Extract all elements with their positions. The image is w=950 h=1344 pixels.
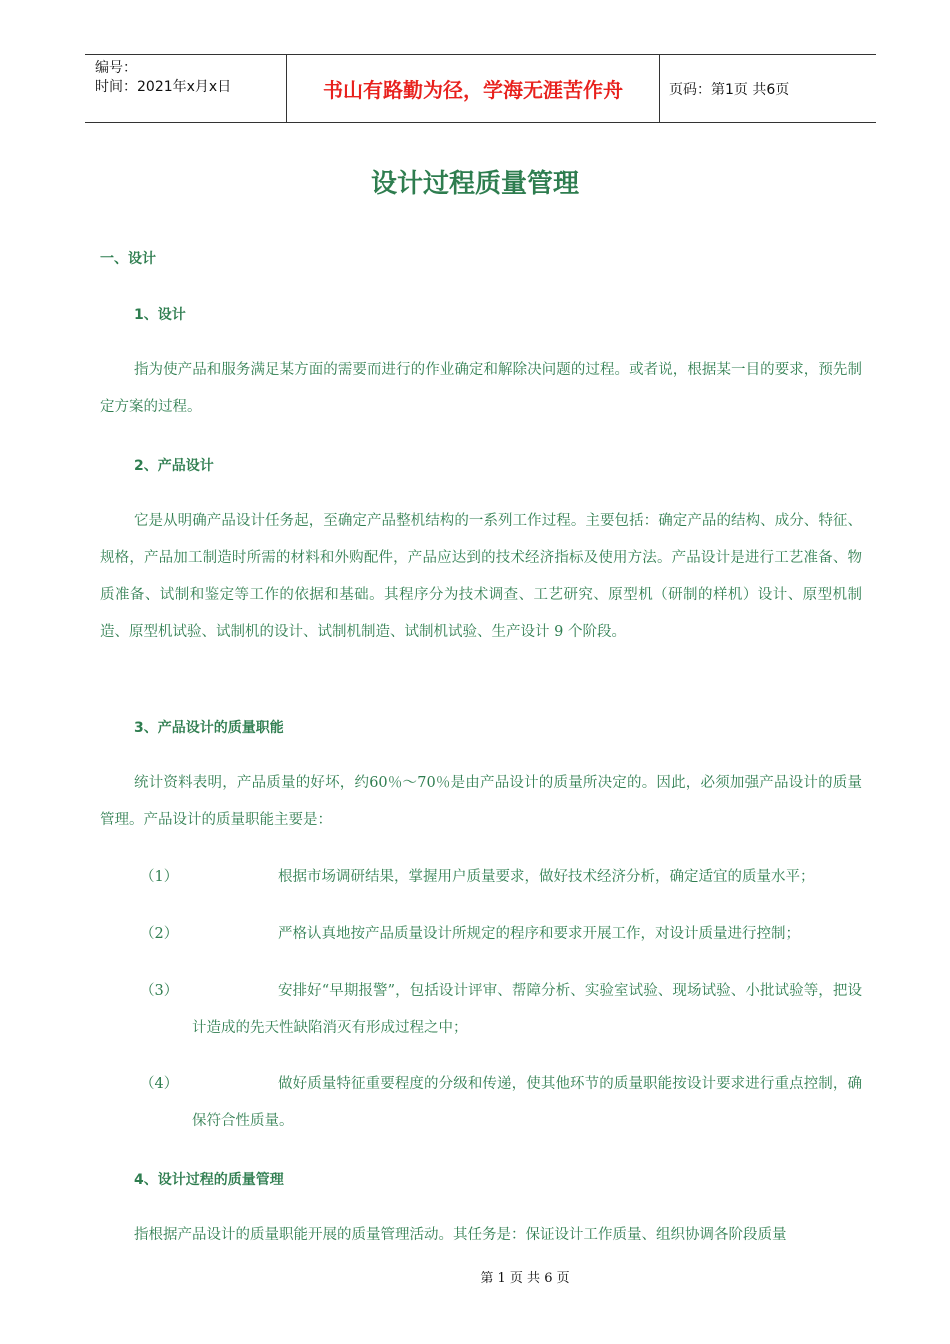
- paragraph: 指根据产品设计的质量职能开展的质量管理活动。其任务是：保证设计工作质量、组织协调各阶段质量: [134, 1227, 787, 1243]
- header-page-label: 页码：第1页 共6页: [669, 81, 790, 98]
- list-text: 根据市场调研结果，掌握用户质量要求，做好技术经济分析，确定适宜的质量水平；: [278, 869, 815, 885]
- list-item: [140, 916, 862, 953]
- section-heading: 一、设计: [100, 251, 156, 267]
- list-number: （4）: [140, 1076, 179, 1092]
- paragraph: 统计资料表明，产品质量的好坏，约60％～70％是由产品设计的质量所决定的。因此，必须加强产品设计的质量管理。产品设计的质量职能主要是：: [100, 775, 862, 828]
- list-item: [140, 973, 862, 1047]
- list-text: 做好质量特征重要程度的分级和传递，使其他环节的质量职能按设计要求进行重点控制，确保符合性质量。: [192, 1076, 862, 1129]
- page-footer: 第 1 页 共 6 页: [480, 1271, 570, 1286]
- list-number: （2）: [140, 926, 179, 942]
- list-item: [140, 859, 862, 896]
- header-meta: [85, 55, 287, 122]
- list-number: （3）: [140, 983, 179, 999]
- paragraph: 指为使产品和服务满足某方面的需要而进行的作业确定和解除决问题的过程。或者说，根据某一目的要求，预先制定方案的过程。: [100, 362, 862, 415]
- header-motto: 书山有路勤为径，学海无涯苦作舟: [287, 55, 660, 122]
- list-item: [140, 1066, 862, 1140]
- number-label: 编号：: [95, 60, 137, 76]
- subsection-heading: 4、设计过程的质量管理: [134, 1172, 284, 1188]
- document-title: 设计过程质量管理: [370, 169, 579, 199]
- list-text: 安排好“早期报警”，包括设计评审、帮障分析、实验室试验、现场试验、小批试验等，把设计造成的先天性缺陷消灭有形成过程之中；: [192, 983, 862, 1036]
- list-number: （1）: [140, 869, 179, 885]
- list-text: 严格认真地按产品质量设计所规定的程序和要求开展工作，对设计质量进行控制；: [278, 926, 800, 942]
- paragraph: 它是从明确产品设计任务起，至确定产品整机结构的一系列工作过程。主要包括：确定产品的结构、成分、特征、规格，产品加工制造时所需的材料和外购配件，产品应达到的技术经济指标及使用方法。产品设计是进行工艺准备、物质准备、试制和鉴定等工作的依据和基础。其程序分为技术调查、工艺研究、原型机（研制的样机）设计、原型机制造、原型机试验、试制机的设计、试制机制造、试制机试验、生产设计 9 个阶段。: [100, 513, 862, 640]
- subsection-heading: 3、产品设计的质量职能: [134, 720, 284, 736]
- subsection-heading: 1、设计: [134, 307, 186, 323]
- subsection-heading: 2、产品设计: [134, 458, 214, 474]
- time-label: 时间：2021年x月x日: [95, 79, 232, 95]
- page-header: [85, 54, 876, 123]
